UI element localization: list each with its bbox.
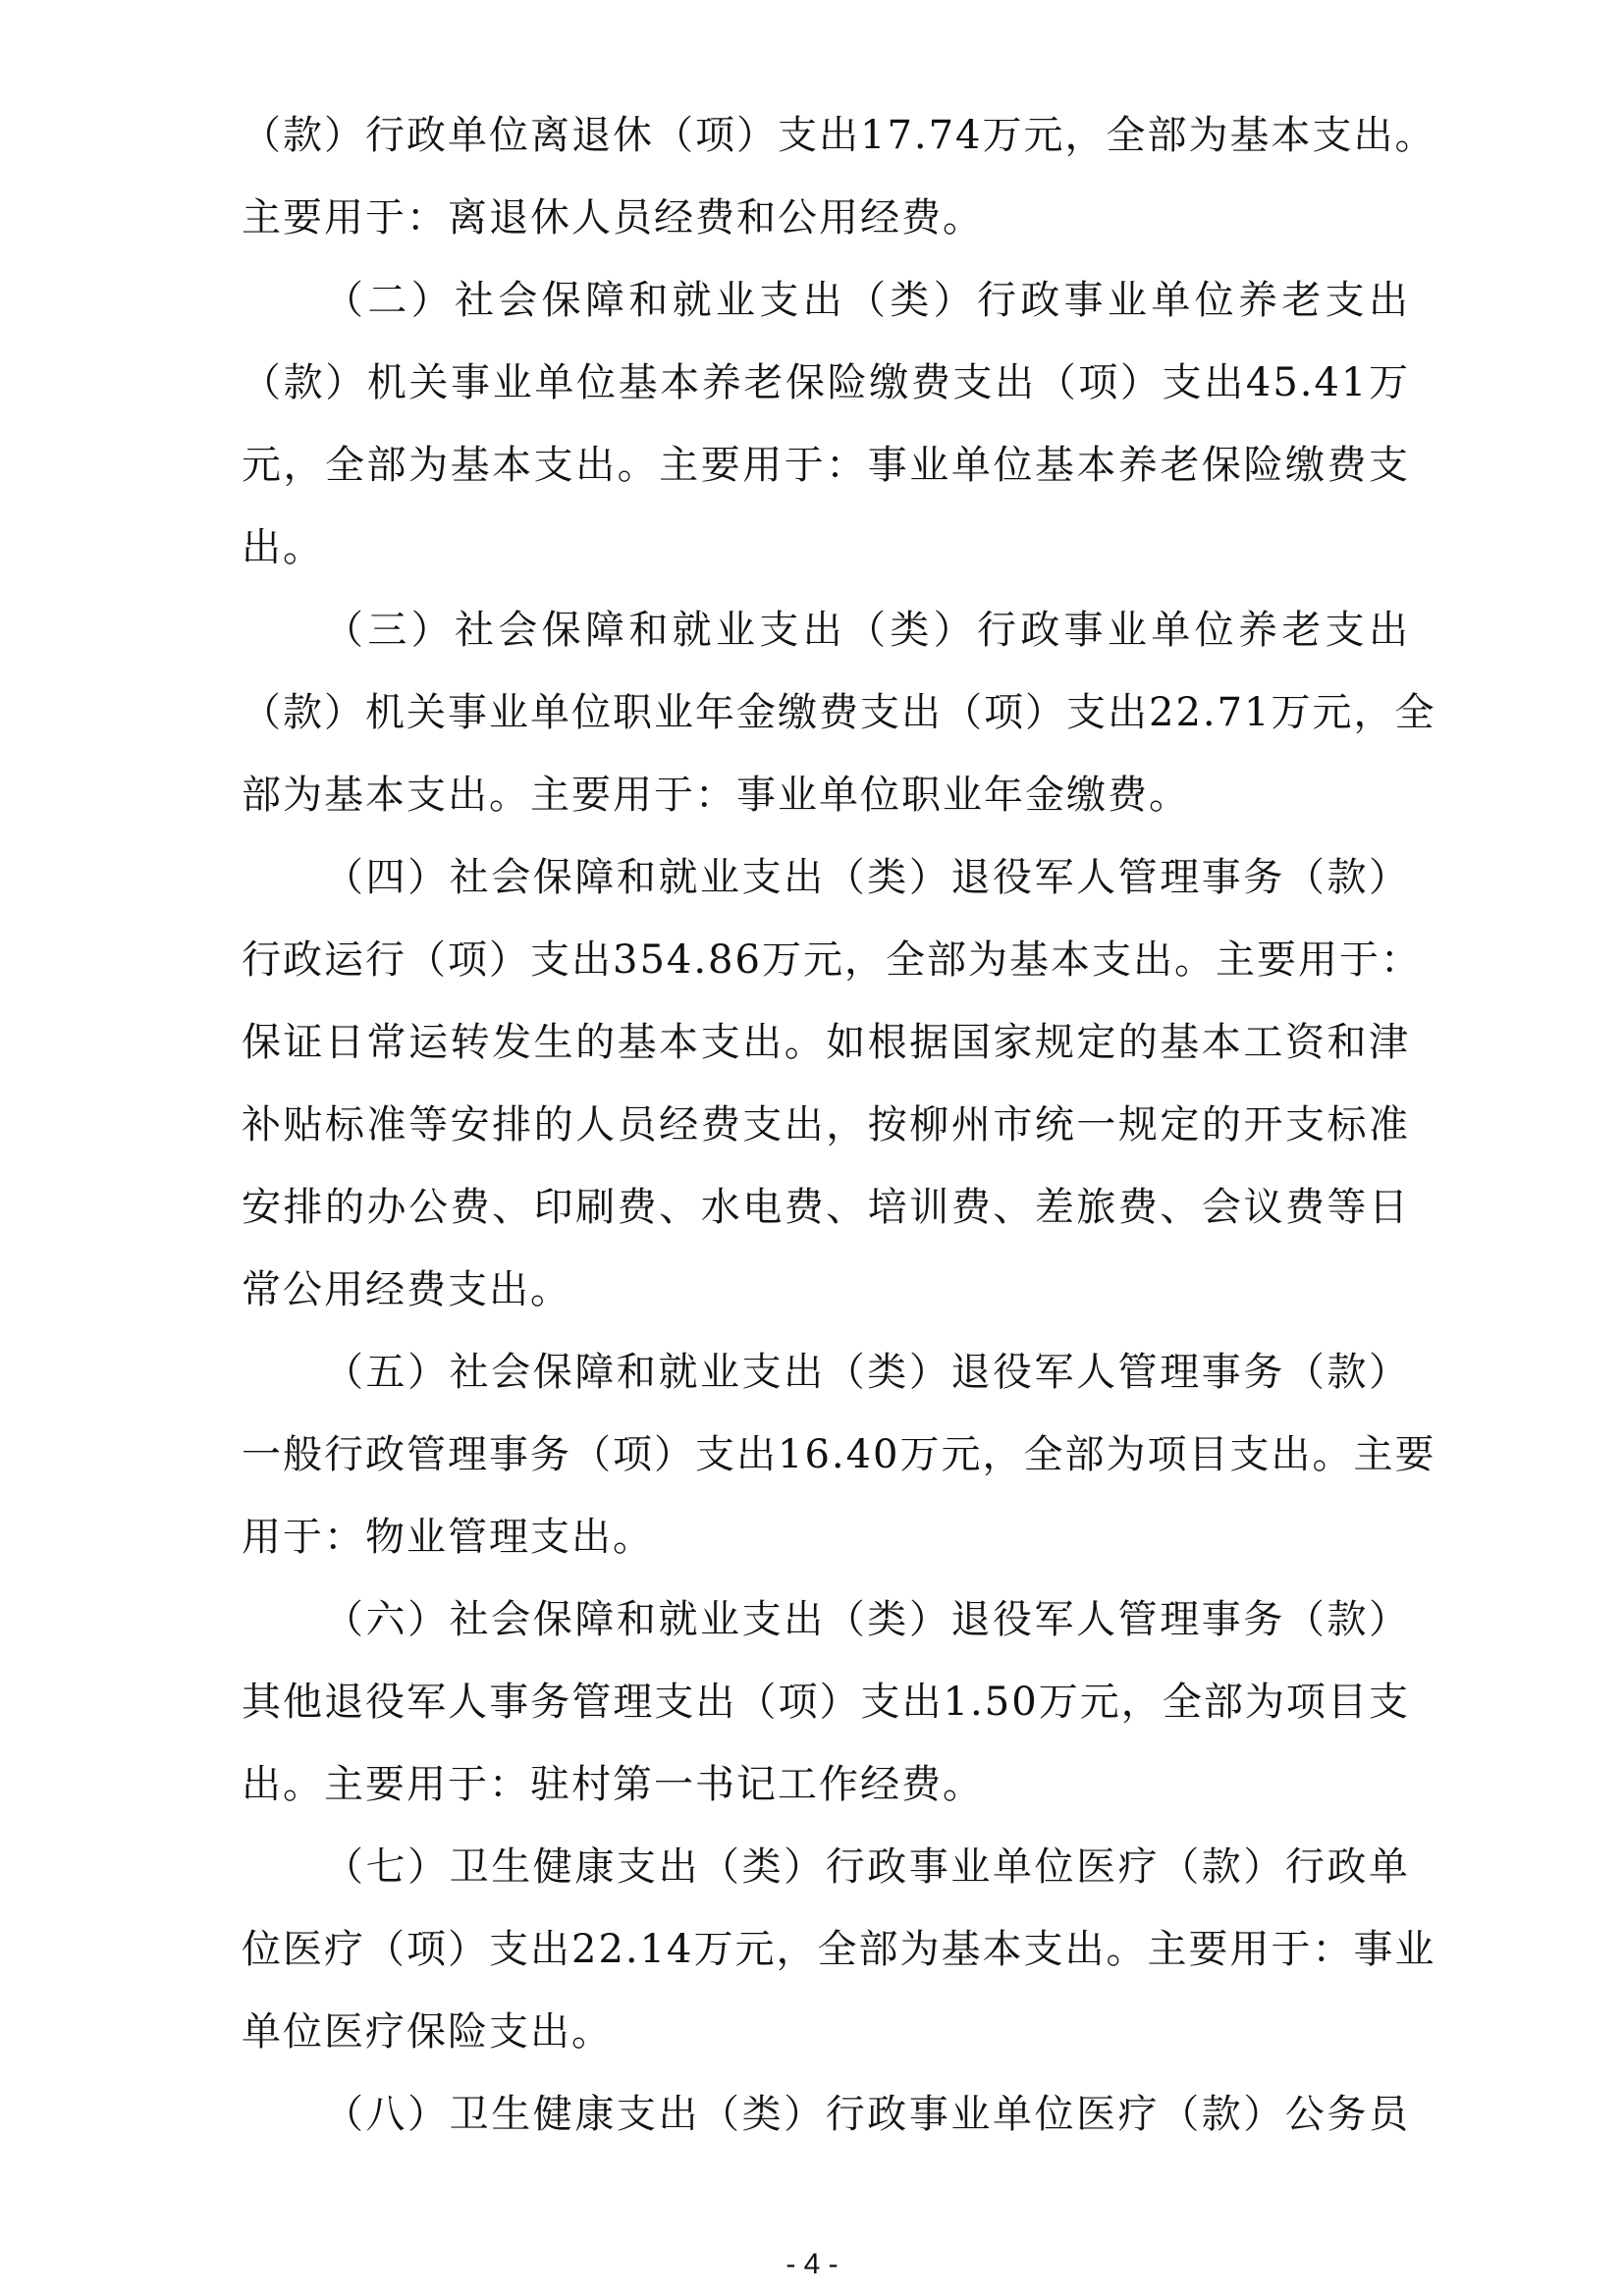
- text-line: 其他退役军人事务管理支出（项）支出1.50万元，全部为项目支: [242, 1680, 1410, 1725]
- text-line: 常公用经费支出。: [242, 1267, 571, 1312]
- text-line: 一般行政管理事务（项）支出16.40万元，全部为项目支出。主要: [242, 1432, 1436, 1477]
- text-line: 出。主要用于：驻村第一书记工作经费。: [242, 1762, 984, 1807]
- text-line: 保证日常运转发生的基本支出。如根据国家规定的基本工资和津: [242, 1020, 1410, 1065]
- page-number: - 4 -: [785, 2248, 839, 2280]
- text-line: 出。: [242, 525, 324, 570]
- paragraph-heading: （四）社会保障和就业支出（类）退役军人管理事务（款）: [324, 855, 1410, 900]
- text-line: （款）行政单位离退休（项）支出17.74万元，全部为基本支出。: [242, 113, 1436, 158]
- paragraph-heading: （三）社会保障和就业支出（类）行政事业单位养老支出: [324, 608, 1410, 653]
- text-line: （款）机关事业单位基本养老保险缴费支出（项）支出45.41万: [242, 360, 1410, 405]
- paragraph-heading: （五）社会保障和就业支出（类）退役军人管理事务（款）: [324, 1350, 1410, 1395]
- text-line: 安排的办公费、印刷费、水电费、培训费、差旅费、会议费等日: [242, 1185, 1410, 1230]
- text-line: 部为基本支出。主要用于：事业单位职业年金缴费。: [242, 773, 1190, 818]
- text-line: 行政运行（项）支出354.86万元，全部为基本支出。主要用于：: [242, 937, 1422, 983]
- text-line: 单位医疗保险支出。: [242, 2009, 613, 2055]
- text-line: （款）机关事业单位职业年金缴费支出（项）支出22.71万元，全: [242, 690, 1436, 735]
- text-line: 主要用于：离退休人员经费和公用经费。: [242, 195, 984, 240]
- text-line: 元，全部为基本支出。主要用于：事业单位基本养老保险缴费支: [242, 443, 1410, 488]
- text-line: 位医疗（项）支出22.14万元，全部为基本支出。主要用于：事业: [242, 1927, 1436, 1972]
- paragraph-heading: （六）社会保障和就业支出（类）退役军人管理事务（款）: [324, 1597, 1410, 1642]
- paragraph-heading: （二）社会保障和就业支出（类）行政事业单位养老支出: [324, 278, 1410, 323]
- text-line: 补贴标准等安排的人员经费支出，按柳州市统一规定的开支标准: [242, 1102, 1410, 1148]
- paragraph-heading: （七）卫生健康支出（类）行政事业单位医疗（款）行政单: [324, 1844, 1410, 1890]
- paragraph-heading: （八）卫生健康支出（类）行政事业单位医疗（款）公务员: [324, 2092, 1410, 2137]
- text-line: 用于：物业管理支出。: [242, 1515, 654, 1560]
